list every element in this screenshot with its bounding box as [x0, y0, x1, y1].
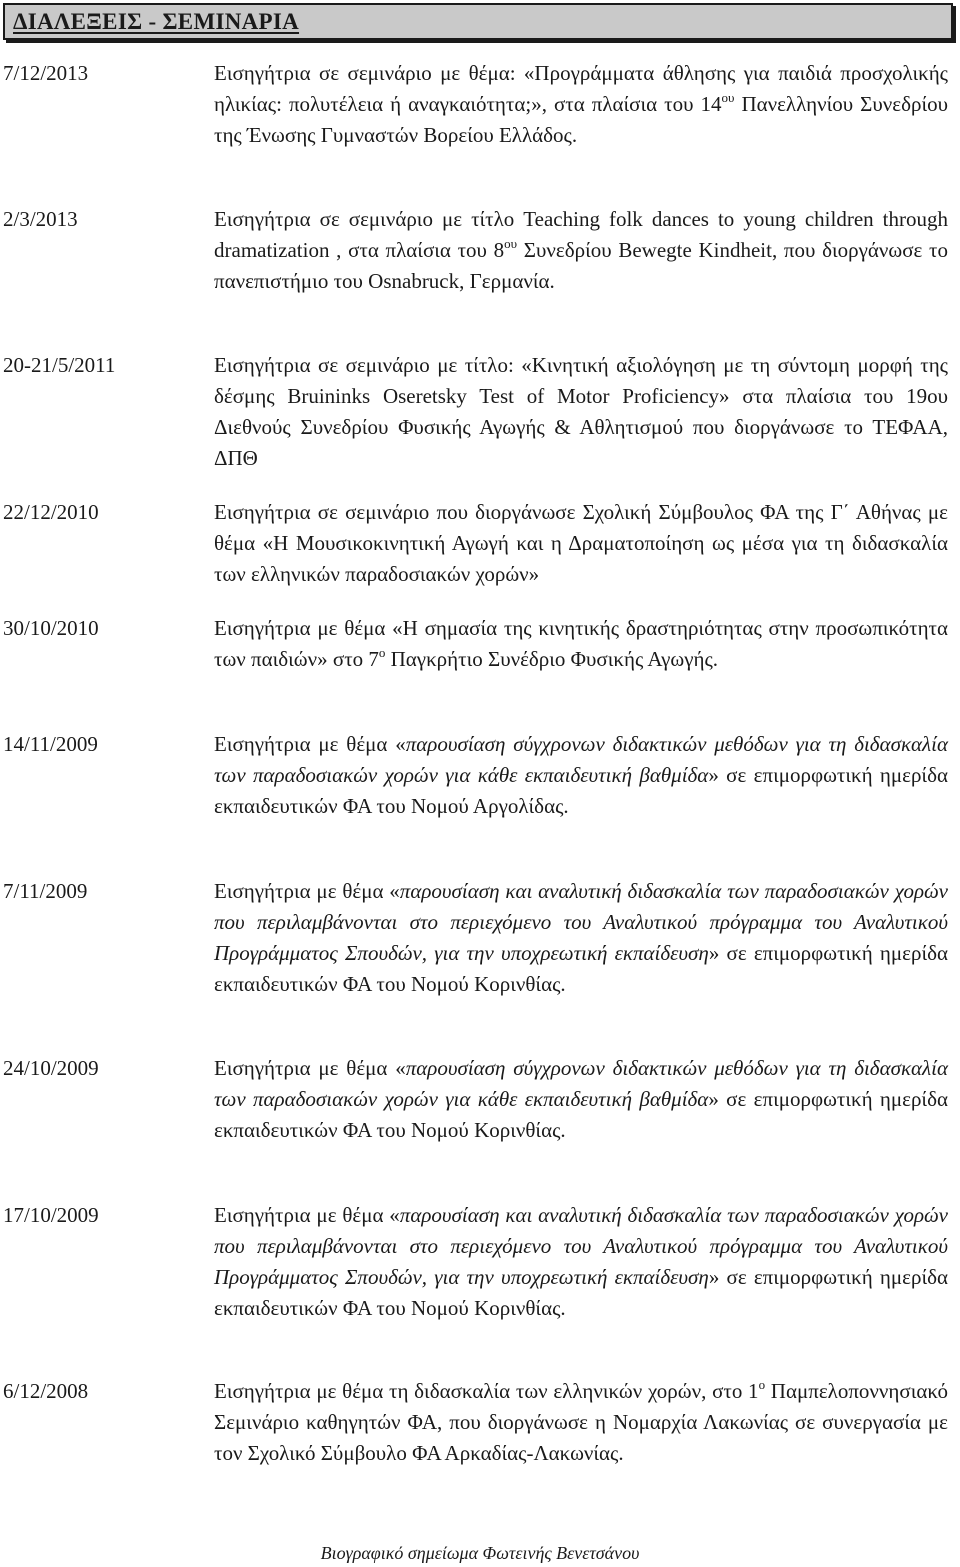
entry-date: 20-21/5/2011: [3, 353, 116, 377]
entry-description: Εισηγήτρια με θέμα «παρουσίαση σύγχρονων διδακτικών μεθόδων για τη διδασκαλία των παραδοσιακών χορών για κάθε εκπαιδευτική βαθμίδα» σε επιμορφωτική ημερίδα εκπαιδευτικών ΦΑ του Νομού Αργολίδας.: [214, 732, 949, 818]
entry-description: Εισηγήτρια σε σεμινάριο με τίτλο Teaching folk dances to young children through dramatization , στα πλαίσια του $8^{o\upsilon}$ Συνεδρίου Bewegte Kindheit, που διοργάνωσε το πανεπιστήμιο του Osnabruck, Γερμανία.: [214, 207, 948, 293]
entry-description: Εισηγήτρια σε σεμινάριο με θέμα: «Προγράμματα άθλησης για παιδιά προσχολικής ηλικίας: πολυτέλεια ή αναγκαιότητα;», στα πλαίσια του $14^{o\upsilon}$ Πανελληνίου Συνεδρίου της Ένωσης Γυμναστών Βορείου Ελλάδος.: [214, 61, 948, 147]
entry-description: Εισηγήτρια με θέμα «παρουσίαση σύγχρονων διδακτικών μεθόδων για τη διδασκαλία των παραδοσιακών χορών για κάθε εκπαιδευτική βαθμίδα» σε επιμορφωτική ημερίδα εκπαιδευτικών ΦΑ του Νομού Κορινθίας.: [214, 1056, 949, 1142]
entry-description: Εισηγήτρια με θέμα «παρουσίαση και αναλυτική διδασκαλία των παραδοσιακών χορών που περιλαμβάνονται στο περιεχόμενο του Αναλυτικού πρόγραμμα του Αναλυτικού Προγράμματος Σπουδών, για την υποχρεωτική εκπαίδευση» σε επιμορφωτική ημερίδα εκπαιδευτικών ΦΑ του Νομού Κορινθίας.: [214, 879, 948, 996]
entry-date: 22/12/2010: [3, 500, 99, 524]
entry-description: Εισηγήτρια σε σεμινάριο με τίτλο: «Κινητική αξιολόγηση με τη σύντομη μορφή της δέσμης Bruininks Oseretsky Test of Motor Proficiency» στα πλαίσια του 19ου Διεθνούς Συνεδρίου Φυσικής Αγωγής & Αθλητισμού που διοργάνωσε το ΤΕΦΑΑ, ΔΠΘ: [214, 353, 948, 470]
entry-description: Εισηγήτρια σε σεμινάριο που διοργάνωσε Σχολική Σύμβουλος ΦΑ της Γ΄ Αθήνας με θέμα «Η Μουσικοκινητική Αγωγή και η Δραματοποίηση ως μέσα για τη διδασκαλία των ελληνικών παραδοσιακών χορών»: [214, 500, 948, 586]
entry-description: Εισηγήτρια με θέμα «παρουσίαση και αναλυτική διδασκαλία των παραδοσιακών χορών που περιλαμβάνονται στο περιεχόμενο του Αναλυτικού πρόγραμμα του Αναλυτικού Προγράμματος Σπουδών, για την υποχρεωτική εκπαίδευση» σε επιμορφωτική ημερίδα εκπαιδευτικών ΦΑ του Νομού Κορινθίας.: [214, 1203, 948, 1320]
entry-date: 30/10/2010: [3, 616, 99, 640]
entry-description: Εισηγήτρια με θέμα «Η σημασία της κινητικής δραστηριότητας στην προσωπικότητα των παιδιών» στο $7^o$ Παγκρήτιο Συνέδριο Φυσικής Αγωγής.: [214, 616, 948, 671]
entry-date: 17/10/2009: [3, 1203, 99, 1227]
entry-date: 7/12/2013: [3, 61, 89, 85]
entry-date: 2/3/2013: [3, 207, 78, 231]
section-header: [3, 3, 953, 40]
entry-date: 24/10/2009: [3, 1056, 99, 1080]
entry-date: 6/12/2008: [3, 1379, 89, 1403]
section-title: ΔΙΑΛΕΞΕΙΣ - ΣΕΜΙΝΑΡΙΑ: [13, 9, 300, 34]
entry-description: Εισηγήτρια με θέμα τη διδασκαλία των ελληνικών χορών, στο $1^o$ Παμπελοποννησιακό Σεμινάριο καθηγητών ΦΑ, που διοργάνωσε η Νομαρχία Λακωνίας σε συνεργασία με τον Σχολικό Σύμβουλο ΦΑ Αρκαδίας-Λακωνίας.: [214, 1377, 948, 1465]
page-footer: Βιογραφικό σημείωμα Φωτεινής Βενετσάνου: [320, 1543, 640, 1563]
entry-date: 7/11/2009: [3, 879, 88, 903]
entry-date: 14/11/2009: [3, 732, 98, 756]
